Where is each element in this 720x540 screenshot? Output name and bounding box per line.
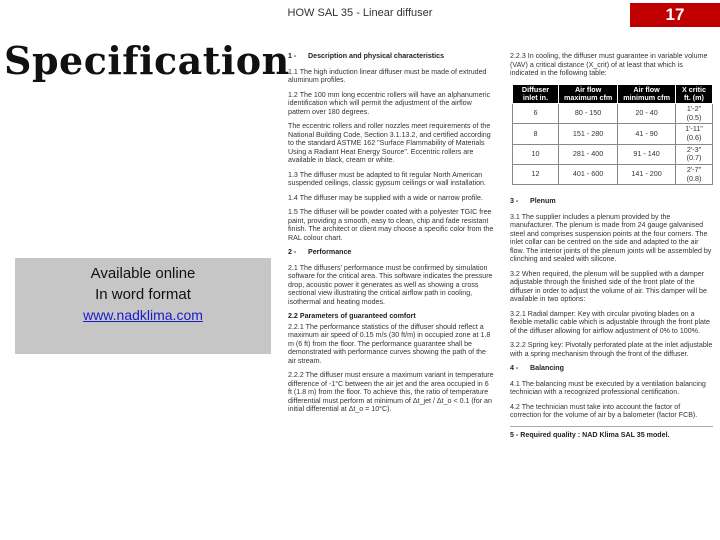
table-row (513, 104, 713, 124)
section-heading (288, 248, 494, 257)
section-number: 4 - (510, 364, 519, 373)
spec-paragraph: 2.2.2 The diffuser must ensure a maximum variant in temperature difference of -1°C between the air jet and the area occupied in 6 ft (1.8 m) from the floor. To achieve this, the ratio of temperature differential must perform at minimum of Δt_jet / Δt_o < 0.1 (for an initial differential at Δt_o = 10°C). (288, 371, 494, 413)
table-row (513, 124, 713, 144)
section-heading (510, 364, 713, 373)
spec-paragraph: 4.1 The balancing must be executed by a ventilation balancing technician with a recognized professional certification. (510, 379, 706, 397)
table-cell: 141 - 200 (618, 164, 676, 184)
table-row (513, 164, 713, 184)
spec-right-column (510, 52, 713, 446)
critical-distance-table (512, 84, 713, 186)
section-title: Performance (308, 248, 352, 256)
table-header-cell: Air flow maximum cfm (558, 84, 617, 104)
table-cell: 1'-11" (0.6) (675, 124, 712, 144)
spec-paragraph: 2.1 The diffusers' performance must be confirmed by simulation software for the critical area. This software indicates the pressure drop, acoustic power it generates as well as showing a cross sectional view illustrating the critical airflow path in cooling, isothermal and heating modes. (288, 263, 493, 306)
table-cell: 12 (513, 164, 559, 184)
table-cell: 281 - 400 (558, 144, 617, 164)
spec-paragraph: 1.3 The diffuser must be adapted to fit regular North American suspended ceilings, classic gypsum ceilings or wall installation. (288, 170, 486, 187)
spec-paragraph: 4.2 The technician must take into account the factor of correction for the volume of air by a balometer (factor FCB). (510, 402, 698, 420)
table-cell: 1'-2" (0.5) (675, 104, 712, 124)
availability-line: Available online (90, 265, 196, 282)
table-cell: 6 (513, 104, 559, 124)
slide-title: Specification (4, 38, 290, 83)
table-cell: 401 - 600 (558, 164, 617, 184)
table-cell: 80 - 150 (558, 104, 617, 124)
availability-box (15, 258, 271, 354)
table-cell: 10 (513, 144, 559, 164)
table-cell: 41 - 90 (618, 124, 676, 144)
spec-paragraph: 1.1 The high induction linear diffuser must be made of extruded aluminum profiles. (288, 67, 487, 84)
spec-paragraph: The eccentric rollers and roller nozzles meet requirements of the National Building Code, Section 3.1.13.2, and certified according to the standard ASTME 162 "Surface Flammability of Materials Using a Radiant Heat Energy Source". Eccentric rollers are available in black, cream or white. (288, 122, 491, 164)
divider (510, 426, 713, 427)
spec-paragraph: 1.5 The diffuser will be powder coated with a polyester TGIC free paint, providing a smooth, easy to clean, chip and fade resistant finish. The architect or client may choose a specific color from the RAL colour chart. (288, 208, 494, 242)
table-header-cell: Diffuser inlet in. (513, 84, 559, 104)
section-heading (510, 197, 713, 206)
spec-paragraph: 3.2 When required, the plenum will be supplied with a damper adjustable through the finished side of the front plate of the diffuser in order to adjust the volume of air. This damper will be available in two options: (510, 269, 707, 304)
table-cell: 8 (513, 124, 559, 144)
section-heading (288, 52, 494, 61)
page-number-badge: 17 (630, 3, 720, 27)
table-cell: 151 - 280 (558, 124, 617, 144)
section-title: Balancing (530, 364, 564, 373)
spec-paragraph: 3.2.2 Spring key: Pivotally perforated plate at the inlet adjustable with a spring mechanism through the front of the diffuser. (510, 341, 713, 358)
format-line: In word format (95, 286, 191, 303)
section-number: 2 - (288, 248, 297, 256)
section-title: Plenum (530, 197, 556, 206)
spec-paragraph: 1.2 The 100 mm long eccentric rollers will have an alphanumeric identification which will permit the adjustment of the airflow pattern over 180 degrees. (288, 90, 491, 116)
spec-paragraph: 2.2.1 The performance statistics of the diffuser should reflect a maximum air speed of 0.15 m/s (30 ft/m) in occupied zone at 1.8 m (6 ft) from the floor. The performance guarantee shall be demonstrated with performance curves showing the path of the air stream. (288, 322, 491, 365)
table-cell: 2'-7" (0.8) (675, 164, 712, 184)
table-cell: 91 - 140 (618, 144, 676, 164)
spec-paragraph: 1.4 The diffuser may be supplied with a wide or narrow profile. (288, 193, 483, 202)
table-header-cell: Air flow minimum cfm (618, 84, 676, 104)
section-number: 1 - (288, 52, 297, 60)
table-row (513, 144, 713, 164)
table-cell: 20 - 40 (618, 104, 676, 124)
website-link[interactable]: www.nadklima.com (83, 307, 203, 323)
spec-left-column (288, 52, 494, 420)
spec-paragraph: 2.2.3 In cooling, the diffuser must guarantee in variable volume (VAV) a critical distance (X_crit) of at least that which is indicated in the following table: (510, 52, 708, 77)
subsection-heading: 2.2 Parameters of guaranteed comfort (288, 312, 416, 320)
table-header-row (513, 84, 713, 104)
spec-paragraph: 3.2.1 Radial damper: Key with circular pivoting blades on a flexible metallic cable which is adjustable through the front plate of the diffuser allowing for airflow adjustment of 0% to 100%. (510, 309, 710, 335)
table-header-cell: X critic ft. (m) (675, 84, 712, 104)
section-number: 3 - (510, 197, 519, 206)
table-cell: 2'-3" (0.7) (675, 144, 712, 164)
required-quality-line: 5 - Required quality : NAD Klima SAL 35 model. (510, 430, 670, 439)
spec-paragraph: 3.1 The supplier includes a plenum provided by the manufacturer. The plenum is made from 24 gauge galvanised steel and comprises suspension points at the four corners. The inlet collar can be centred on the side and adapted to the air flow. The interior joints of the plenum joints will be assembled by clinching and sealed with silicone. (510, 212, 712, 264)
document-header-title: HOW SAL 35 - Linear diffuser (287, 7, 433, 19)
section-title: Description and physical characteristics (308, 52, 445, 60)
